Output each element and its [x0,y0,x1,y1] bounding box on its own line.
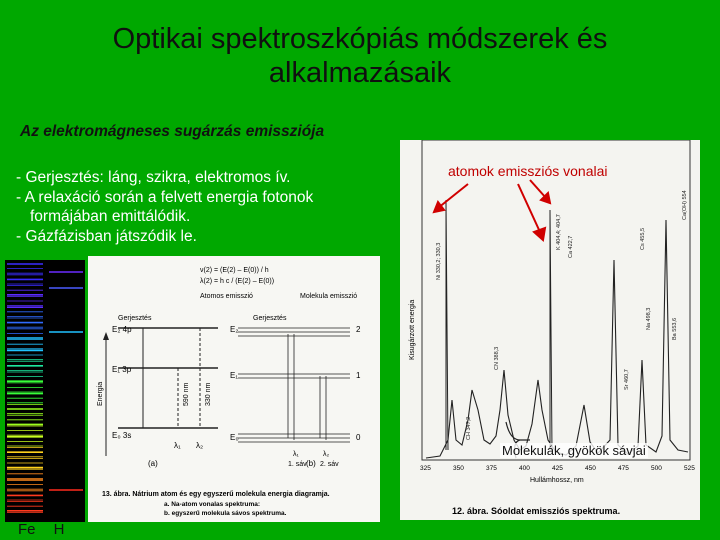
level-value: 2 [356,325,361,334]
bullet-item: formájában emittálódik. [30,208,191,225]
bullet-item: - Gázfázisban játszódik le. [16,227,197,245]
x-tick-label: 475 [618,465,629,472]
level-label: E₂ 4p [112,325,132,334]
wavelength-label: 590 nm [183,382,190,406]
x-tick-label: 525 [684,465,695,472]
x-tick-label: 375 [486,465,497,472]
spectra-labels: Fe H [18,521,65,538]
spectra-svg [5,260,85,522]
x-tick-label: 400 [519,465,530,472]
x-tick-label: 350 [453,465,464,472]
formula-wavelength: λ(2) = h c / (E(2) – E(0)) [200,278,275,285]
diagram-caption-b: b. egyszerű molekula sávos spektruma. [164,510,287,517]
spectrum-y-axis-label: Kisugárzott energia [409,299,416,360]
spectrum-caption: 12. ábra. Sóoldat emissziós spektruma. [452,506,621,516]
band-label: 2. sáv [320,461,339,468]
section-subtitle: Az elektromágneses sugárzás emissziója [20,123,325,140]
mol-level-label: E₀ [230,433,239,442]
peak-label: Ni 330,2; 330,3 [436,242,442,280]
peak-label: K 404,4; 404,7 [556,214,562,250]
bullet-list [16,168,396,246]
energy-diagram-svg [88,256,380,522]
level-label: E₁ 3p [112,365,132,374]
band-label: 1. sáv [288,461,307,468]
panel-label-a: (a) [148,459,158,468]
peak-label: Cs 455,5 [640,227,646,250]
bullet-item: - Gerjesztés: láng, szikra, elektromos ív. [16,169,291,186]
wavelength-label: 330 nm [205,382,212,406]
bullet-item: - A relaxáció során a felvett energia fotonok [16,188,314,206]
formula-frequency: ν(2) = (E(2) – E(0)) / h [200,267,269,274]
level-value: 0 [356,433,361,442]
diagram-caption-a: a. Na-atom vonalas spektruma: [164,501,261,508]
atom-emission-header: Atomos emisszió [200,293,253,300]
lambda-label: λ₂ [196,441,204,450]
excitation-label-a: Gerjesztés [118,315,152,322]
peak-label: CN 388,3 [494,346,500,370]
peak-label: Ca 422,7 [568,235,574,258]
atomic-lines-annotation: atomok emissziós vonalai [448,163,608,179]
peak-label: Na 498,3 [646,307,652,330]
lambda-label: λ₁ [174,441,181,450]
peak-label: CH 347,2 [466,416,472,440]
x-tick-label: 500 [651,465,662,472]
x-tick-label: 325 [420,465,431,472]
molecule-emission-header: Molekula emisszió [300,293,358,300]
x-tick-label: 450 [585,465,596,472]
emission-spectra-image [5,260,85,522]
peak-label: Sr 460,7 [624,369,630,390]
energy-axis-label: Energia [97,381,104,406]
energy-diagram-figure [88,256,380,522]
slide-title: Optikai spektroszkópiás módszerek és alkalmazásaik [112,23,608,89]
peak-label: Ba 553,6 [672,317,678,340]
mol-level-label: E₁ [230,371,239,380]
salt-emission-spectrum-figure [400,140,700,520]
panel-label-b: (b) [306,459,316,468]
x-tick-label: 425 [552,465,563,472]
mol-level-label: E₂ [230,325,239,334]
spectrum-x-axis-label: Hullámhossz, nm [530,477,584,484]
diagram-caption: 13. ábra. Nátrium atom és egy egyszerű molekula energia diagramja. [102,491,330,498]
excitation-label-b: Gerjesztés [253,315,287,322]
molecular-bands-annotation: Molekulák, gyökök sávjai [502,443,646,458]
lambda-label: λ₂ [323,451,330,458]
lambda-label: λ₁ [293,451,299,458]
spectrum-svg [400,140,700,520]
level-value: 1 [356,371,361,380]
peak-label: Ca(OH) 554 [682,190,688,220]
level-label: E₀ 3s [112,431,132,440]
